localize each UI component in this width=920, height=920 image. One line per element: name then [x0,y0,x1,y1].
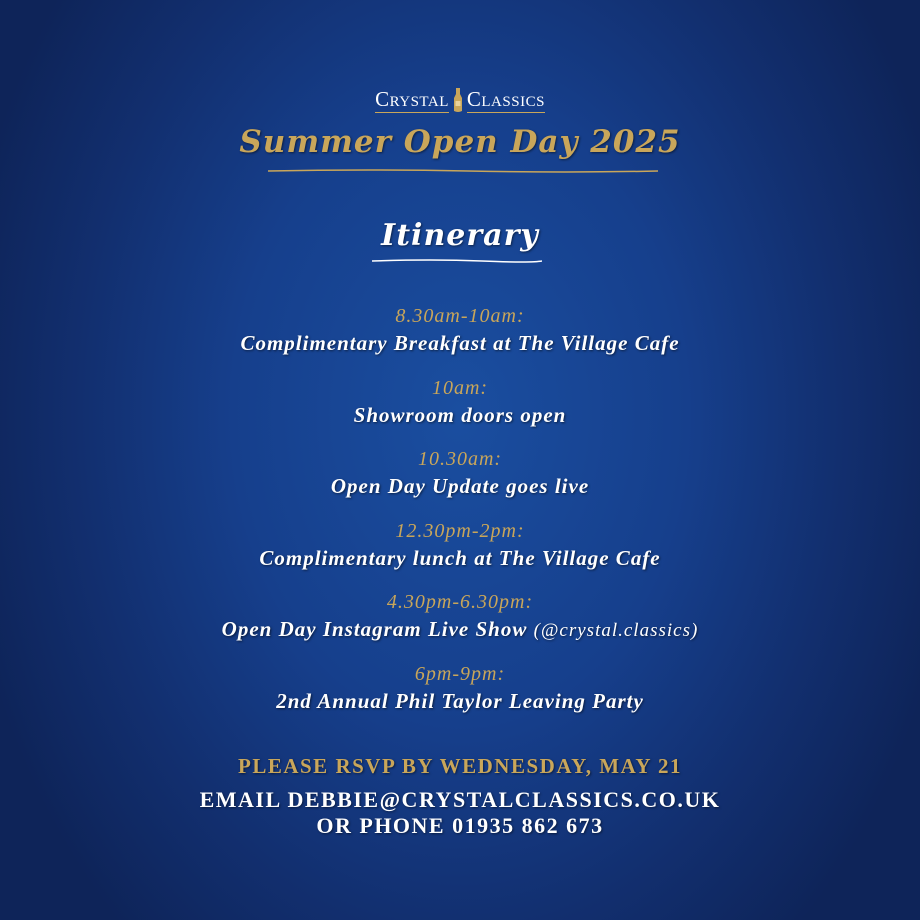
schedule-item [0,518,920,590]
itinerary-underline [372,258,542,264]
instagram-handle: (@crystal.classics) [533,620,699,641]
bottle-icon [451,87,465,113]
title-underline [268,168,658,174]
schedule-time: 10.30am: [417,448,503,470]
schedule-time: 10am: [431,376,489,399]
brand-name-left: Crystal [375,87,449,111]
schedule-description: Showroom doors open [353,402,567,427]
event-title: Summer Open Day 2025 [239,124,681,160]
schedule-item [0,589,920,661]
schedule-description-row [0,615,920,645]
contact-phone: OR PHONE 01935 862 673 [316,813,604,838]
schedule-description: 2nd Annual Phil Taylor Leaving Party [276,688,644,713]
schedule-item [0,446,920,518]
schedule-item [0,375,920,447]
schedule-item [0,303,920,375]
schedule-description: Complimentary Breakfast at The Village Cafe [240,331,680,355]
schedule-list [0,303,920,732]
schedule-time: 4.30pm-6.30pm: [386,591,534,613]
schedule-time: 12.30pm-2pm: [395,519,525,542]
schedule-item [0,661,920,733]
schedule-time: 6pm-9pm: [414,662,506,685]
contact-info [0,787,920,839]
schedule-time: 8.30am-10am: [395,305,525,327]
schedule-description: Open Day Update goes live [330,474,590,498]
contact-email: EMAIL DEBBIE@CRYSTALCLASSICS.CO.UK [199,787,721,812]
brand-name-right: Classics [466,87,545,111]
brand-logo [0,87,920,113]
rsvp-deadline: PLEASE RSVP BY WEDNESDAY, MAY 21 [238,754,682,778]
schedule-description: Open Day Instagram Live Show [221,617,528,641]
schedule-description: Complimentary lunch at The Village Cafe [259,545,661,570]
itinerary-heading: Itinerary [381,218,539,253]
